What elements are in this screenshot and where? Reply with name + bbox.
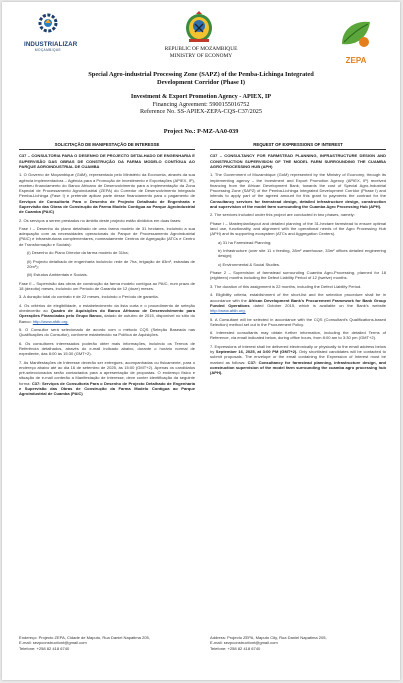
left-paragraph-3: 3. A duração total do contrato é de 22 meses, incluindo o Período de garantia. [19, 294, 159, 300]
left-item-i: (i) Desenho do Plano Director da farma modelo de 31ha; [27, 250, 129, 256]
left-logo-text: INDUSTRIALIZAR [24, 41, 78, 48]
right-paragraph-4 [210, 292, 386, 313]
left-p1-bold: Serviços de Consultoria Para o Desenho de Projecto Detalhado de Engenharia e Supervisão das Obras de Construção da Farma Modelo Contígua ao Parque Agroindustrial de Cuamba (PAIC) [19, 198, 195, 215]
right-paragraph-3: 3. The duration of this assignment is 22 months, including the Defect Liability Period. [210, 283, 362, 289]
left-p4-text: 4. Os critérios de elegibilidade, o estabelecimento da lista curta e o procedimento de seleção obedecerão ao [19, 302, 195, 314]
title-line-2: Development Corridor (Phase I) [156, 79, 246, 86]
left-intro: C37 – CONSULTORIA PARA O DESENHO DE PROJECTO DETALHADO DE ENGENHARIA E SUPERVISÃO DAS OBRAS DE CONSTRUÇÃO DA FARMA MODELO CONTÍGUA AO PARQUE AGROINDUSTRIAL DE CUAMBA [19, 153, 195, 169]
reference-number: Reference No. SS-APIEX-ZEPA-CQS-C37/2025 [140, 108, 262, 116]
right-address: Address: Projecto ZEPA, Maputo City, Rua Daniel Napatima 205, [210, 635, 327, 640]
right-phase-1: Phase I – Masterplan/layout and detailed planning of the 31-hectare farmstead to ensure optimal land use, functionality, and alignment with the operational needs of the Agro Processing Hub (APH) and its supporting ecosystem (ATCs and Aggregation Centers). [210, 220, 386, 237]
right-logo-text: ZEPA [345, 56, 367, 65]
agency-block [2, 93, 400, 116]
left-p7-bold: C37: Serviços de Consultoria Para o Desenho de Projecto Detalhado de Engenharia e Supervisão das Obras de Construção da Farma Modelo Contígua ao Parque Agroindustrial de Cuamba (PAIC) [19, 380, 196, 397]
left-paragraph-6: 6. Os consultores interessados poderão obter mais informações, incluindo os Termos de Referência detalhados, através do e-mail indicado abaixo, durante o horário normal de expediente, das 8:00 às 15:30 (GMT+2). [19, 340, 195, 357]
project-number: Project No.: P-MZ-AA0-039 [163, 128, 239, 135]
left-phase-2: Fase II – Supervisão das obras de construção da farma modelo contígua ao PAIC, num prazo de 18 (dezoito) meses, incluindo um Período de Garantia de 12 (doze) meses. [19, 280, 195, 291]
right-paragraph-7 [210, 344, 386, 376]
right-paragraph-6: 6. Interested consultants may obtain further information, including the detailed Terms of Reference, via email indicated below, during office hours, from 8:00 am to 3:30 pm (GMT+2). [210, 330, 386, 341]
left-afdb-link[interactable]: http://www.afdb.org. [32, 318, 69, 324]
republic-line: REPUBLIC OF MOZAMBIQUE [164, 46, 238, 52]
right-p4-bold: African Development Bank's Procurement Framework for Bank Group Funded Operations [210, 297, 387, 308]
right-phase-2: Phase 2 – Supervision of farmstead surrounding Cuamba Agro-Processing, planned for 18 (eighteen) months including the Defect Liability Period of 12 (twelve) months. [210, 270, 386, 281]
ministry-line: MINISTRY OF ECONOMY [169, 53, 233, 59]
left-paragraph-1 [19, 172, 195, 214]
gear-icon [37, 12, 59, 34]
left-item-iii: (iii) Estudos Ambientais e Sociais. [27, 272, 88, 278]
left-item-ii: (ii) Projecto detalhado de engenharia incluindo: rede de 7ha, irrigação de 83m², estradas de 20m²); [27, 258, 195, 269]
left-paragraph-7 [19, 360, 195, 397]
financing-agreement: Financing Agreement: 5900155016752 [152, 100, 250, 108]
agency-name: Investment & Export Promotion Agency - APIEX, IP [130, 93, 272, 100]
right-email-link[interactable]: E-mail: sezpconstructiont@gmail.com [210, 640, 278, 646]
left-phone: Telefone: +258 82 418 6740 [19, 645, 70, 651]
portuguese-column [19, 142, 195, 400]
notice-title [2, 71, 400, 87]
right-item-b: b) Infrastructure (over site 11 x feeding, 28m² warehouse, 33m² offices detailed engineering design); [218, 248, 386, 259]
mozambique-emblem-icon [183, 10, 215, 44]
left-paragraph-2: 2. Os serviços a serem prestados no âmbito deste projecto estão divididos em duas fases: [19, 217, 182, 223]
title-line-1: Special Agro-industrial Processing Zone (SAPZ) of the Pemba-Lichinga Integrated [88, 71, 314, 78]
left-p7-text: 7. As Manifestações de Interesse deverão ser entregues, acompanhadas ou fisicamente, para o endereço abaixo até ao dia 16 de setembro de 2025, às 15:00 (GMT+2). Apenas os candidatos pré-seleccionados serão contactados para a apresentação de propostas. O endereço físico e situação de e-mail conterão a Manifestação de Interesse, deve conter identificação da seguinte forma: [19, 359, 195, 386]
right-phone: Telefone: +258 82 418 6740 [210, 645, 261, 651]
right-paragraph-2: 2. The services included under this project are conducted in two phases, namely: [210, 212, 355, 218]
right-paragraph-5: 5. A Consultant will be selected in accordance with the CQS (Consultant's Qualifications-based Selection) method set out in the Procurement Policy. [210, 316, 386, 327]
right-p1-bold: Consultancy services for farmstead design, detailed infrastructure design, construction and supervision of the model farm surrounding the Cuamba Agro Processing Hub (APH). [210, 198, 386, 209]
left-heading: SOLICITAÇÃO DE MANIFESTAÇÃO DE INTERESSE [54, 142, 160, 147]
left-p4-bold: Quadro de Aquisições do Banco Africano de Desenvolvimento para Operações Financiadas pelo Grupo Banco, [19, 308, 196, 319]
left-logo-subtext: MOÇAMBIQUE [34, 48, 62, 52]
left-paragraph-5: 5. O Consultor será selecionado de acordo com o método CQS (Seleção Baseada nas Qualificações do Consultor), conforme estabelecido na Política de Aquisições. [19, 327, 195, 338]
right-afdb-link[interactable]: http://www.afdb.org. [210, 308, 246, 314]
right-item-a: a) 31 ha Farmstead Planning; [218, 239, 272, 245]
government-header [2, 46, 400, 60]
right-p7-date: September 16, 2025, at 3:00 PM (GMT+2). [215, 349, 298, 355]
english-column [210, 142, 386, 379]
left-email-link[interactable]: E-mail: sezpconstructiont@gmail.com [19, 640, 87, 646]
right-intro: C37 – CONSULTANCY FOR FARMSTEAD PLANNING, INFRASTRUCTURE DESIGN AND CONSTRUCTION SUPERVISION OF THE MODEL FARM SURROUNDING THE CUAMBA AGRO PROCESSING HUB (APH) [210, 153, 386, 169]
leaf-icon [334, 16, 378, 50]
right-contact-footer [210, 635, 386, 651]
right-p1-text: 1. The Government of Mozambique (GoM) represented by the Ministry of Economy, through its implementing agency – the Investment and Export Promotion Agency (APIEX, IP) received financing from the African Development Bank, towards the cost of Special Agro-Industrial Processing Zone (SAPZ) of the Pemba-Lichinga Integrated Development Corridor (Phase I) and intends to apply part of the agreed amount for this grant to payments the contract for the [210, 172, 386, 199]
left-address: Endereço: Projecto ZEPA, Cidade de Maputo, Rua Daniel Napatima 205, [19, 635, 150, 640]
right-p4-end: dated October 2015, which is available on the Bank's website [253, 302, 386, 308]
right-p7-bold: C37: Consultancy for farmstead planning, infrastructure design, and construction supervision of the model farm surrounding the cuamba agro processing hub (APH). [210, 359, 387, 376]
divider [19, 149, 195, 150]
right-heading: REQUEST OF EXPRESSIONS OF INTEREST [253, 142, 343, 147]
document-page [2, 2, 400, 680]
left-paragraph-4 [19, 303, 195, 324]
left-p4-end: datado de outubro de 2015, disponível no sítio do Banco: [19, 313, 195, 324]
right-item-c: c) Environmental & Social Studies. [218, 261, 281, 267]
right-p7-mid: Only shortlisted candidates will be contacted to submit proposals. The envelope or the email containing the Expression of Interest must be marked as follows: [210, 349, 387, 365]
right-p4-text: 4. Eligibility criteria, establishment of the short-list and the selection procedure shall be in accordance with the [210, 292, 386, 303]
left-contact-footer [19, 635, 195, 651]
left-phase-1: Fase I – Desenho do plano detalhado de uma farma modelo de 31 hectares, incluindo a sua adequação com as necessidades operacionais do Parque de Processamento Agroindustrial (PAIC) e infraestruturas complementares, nomeadamente Centros de Agregação (ATCs e Centro de Transformação e Sociais): [19, 225, 195, 247]
left-p1-text: 1. O Governo de Moçambique (GdM), representado pelo Ministério da Economia, através da sua agência implementadora – Agência para a Promoção de Investimento e Exportações (APIEX, IP), recebeu financiamento do Banco Africano de Desenvolvimento para a implementação da Zona Especial de Processamento Agroindustrial (ZEPA) do Corredor de Desenvolvimento Integrado Pemba-Lichinga (Fase I) e pretende aplicar parte desse financiamento para o pagamento de [19, 172, 195, 199]
right-p7-text: 7. Expressions of interest shall be delivered electronically or physically to the email address below by [210, 343, 386, 355]
right-paragraph-1 [210, 172, 386, 209]
divider [210, 149, 386, 150]
